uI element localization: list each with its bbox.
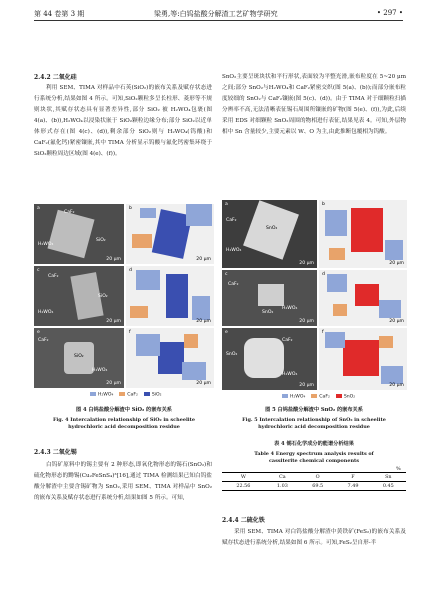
running-header (34, 7, 403, 21)
figure-5-caption-en-1: Fig. 5 Intercalation relationship of SnO₂ in scheelite (242, 417, 386, 423)
sem-image-5c: c CaF₂ H₂WO₄ SnO₂ 20 μm (222, 270, 317, 326)
sem-image-4e: e CaF₂ H₂WO₄ SiO₂ 20 μm (34, 328, 124, 388)
figure-5-legend: H₂WO₄ CaF₂ SnO₂ (282, 394, 355, 400)
tima-map-5b: b 20 μm (319, 200, 407, 268)
sem-image-5a: a CaF₂ H₂WO₄ SnO₂ 20 μm (222, 200, 317, 268)
paragraph-tin-oxide: 白钨矿原料中的锡主要有 2 种形态,即氧化物形态的锡石(SnO₂)和硫化物形态的黝锡(Cu₂FeSnS₄)³[16],通过 TIMA 检测结果已知白钨盐酸分解渣中主要含锡矿物为 SnO₂,采用 SEM、TIMA 对样品中 SnO₂ 的嵌布关系及赋存状态进行系统分析,结果如图 5 所示。可知, (34, 462, 212, 501)
sem-image-4c: c CaF₂ H₂WO₄ SiO₂ 20 μm (34, 266, 124, 326)
table-4-header-row: W Ca O F Sn (222, 473, 406, 482)
tima-map-4f: f 20 μm (126, 328, 214, 388)
sem-image-5e: e SnO₂ H₂WO₄ CaF₂ 20 μm (222, 328, 317, 390)
table-4-title-en-1: Table 4 Energy spectrum analysis results of (254, 451, 374, 457)
tima-map-4b: b 20 μm (126, 204, 214, 264)
figure-4-caption-en-2: hydrochloric acid decomposition residue (68, 424, 180, 430)
section-heading-2-4-4: 2.4.4 二硫化铁 (222, 517, 265, 524)
figure-5-caption-cn: 图 5 白钨盐酸分解渣中 SnO₂ 的嵌布关系 (265, 407, 363, 413)
figure-4-caption-en-1: Fig. 4 Intercalation relationship of SiO₂ in scheelite (52, 417, 196, 423)
running-title: 梁勇,等:白钨盐酸分解渣工艺矿物学研究 (154, 10, 278, 18)
table-4-unit: % (396, 466, 401, 472)
section-heading-2-4-3: 2.4.3 二氧化锡 (34, 449, 77, 456)
section-heading-2-4-2: 2.4.2 二氧化硅 (34, 74, 77, 81)
figure-4-legend: H₂WO₄ CaF₂ SiO₂ (90, 392, 161, 398)
tima-map-4d: d 20 μm (126, 266, 214, 326)
journal-volume: 第 44 卷第 3 期 (34, 10, 85, 18)
table-4-title-cn: 表 4 锡石化学成分的能谱分析结果 (274, 441, 354, 447)
figure-4-caption-cn: 图 4 白钨盐酸分解渣中 SiO₂ 的嵌布关系 (76, 407, 172, 413)
figure-5-caption-en-2: hydrochloric acid decomposition residue (258, 424, 370, 430)
paragraph-silica: 利用 SEM、TIMA 对样品中石英(SiO₂)的嵌布关系及赋存状态进行系统分析,结果如图 4 所示。可知,SiO₂颗粒多呈长柱形、菱形等不规则块状,其赋存状态具有显著差异性,部分 SiO₂ 被 H₂WO₄包裹(图 4(a)、(b)),H₂WO₄以浸染状嵌于 SiO₂颗粒边缘分布;部分 SiO₂以近单体形式存在(图 4(c)、(d)),剩余部分 SiO₂则与 H₂WO₄(钨酸)和 CaF₂(氟化钙)紧密镶嵌,其中 TIMA 分析显示钨酸与氟化钙密集环绕于 SiO₂颗粒周边区域(图 4(e)、(f))。 (34, 85, 212, 157)
table-4 (222, 472, 406, 491)
sem-image-4a: a CaF₂ H₂WO₄ SiO₂ 20 μm (34, 204, 124, 264)
table-4-data-row: 22.56 1.03 69.5 7.49 0.45 (236, 483, 394, 489)
tima-map-5f: f 20 μm (319, 328, 407, 390)
paragraph-sno2-continued: SnO₂主要呈斑块状和平行形状,表面较为平整光滑,嵌布粒度在 5~20 μm 之间;部分 SnO₂与H₂WO₄和 CaF₂紧密交织(图 5(a)、(b));而部分嵌布粒度较细的 SnO₂与 CaF₂镶嵌(图 5(c)、(d))。由于 TIMA 对于细颗粒扫描分辨率不高,无法清晰表征锡石周围所镶嵌的矿物(图 5(e)、(f)),为此,后续采用 EDS 对细颗粒 SnO₂周围的物相进行表征,结果见表 4。可知,外层物相中 Sn 含量较少,主要元素以 W、O 为主,由此推断包覆相为钨酸。 (222, 74, 406, 135)
table-4-title-en-2: cassiterite chemical components (268, 458, 360, 464)
paragraph-pyrite: 采用 SEM、TIMA 对白钨盐酸分解渣中黄铁矿(FeS₂)的嵌布关系及赋存状态进行系统分析,结果如图 6 所示。可知,FeS₂呈自形-半 (222, 529, 406, 546)
tima-map-5d: d 20 μm (319, 270, 407, 326)
page-number: • 297 • (376, 9, 403, 17)
